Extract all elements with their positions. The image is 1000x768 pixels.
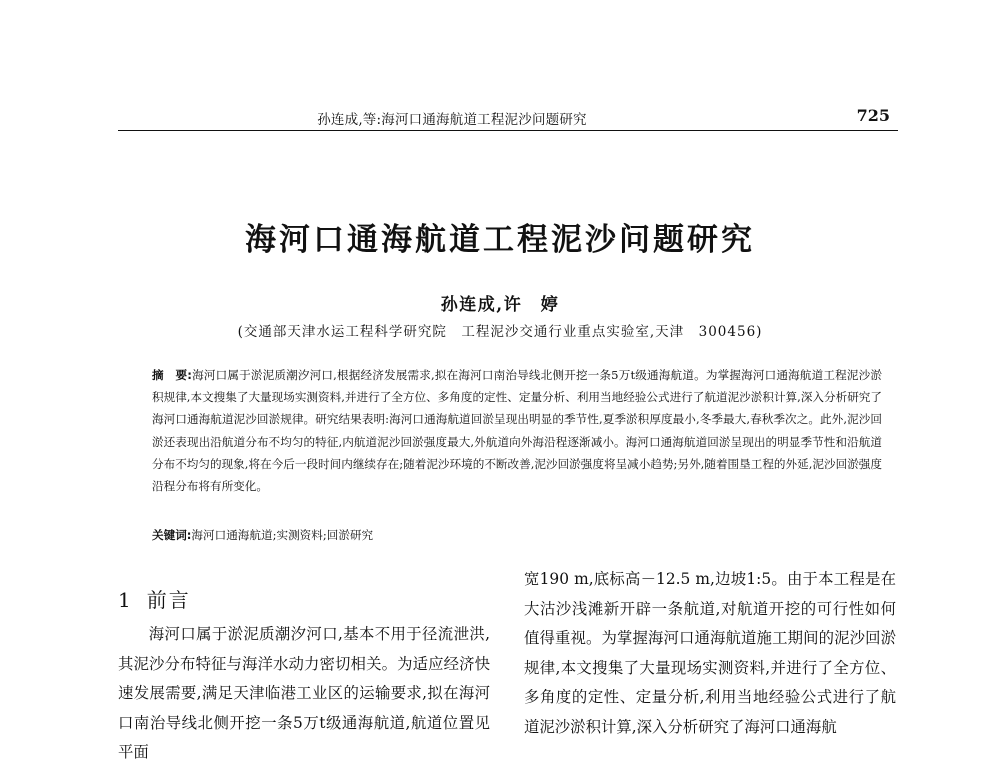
authors: 孙连成,许 婷 [440, 295, 560, 315]
keywords-label: 关键词: [152, 528, 192, 542]
running-head: 孙连成,等:海河口通海航道工程泥沙问题研究 [317, 112, 587, 128]
abstract-text: 海河口属于淤泥质潮汐河口,根据经济发展需求,拟在海河口南治导线北侧开挖一条5万t级通海航道。为掌握海河口通海航道工程泥沙淤积规律,本文搜集了大量现场实测资料,并进行了全方位、多角度的定性、定量分析、利用当地经验公式进行了航道泥沙淤积计算,深入分析研究了海河口通海航道泥沙回淤规律。研究结果表明:海河口通海航道回淤呈现出明显的季节性,夏季淤积厚度最小,冬季最大,春秋季次之。此外,泥沙回淤还表现出沿航道分布不均匀的特征,内航道泥沙回淤强度最大,外航道向外海沿程逐渐减小。海河口通海航道回淤呈现出的明显季节性和沿航道分布不均匀的现象,将在今后一段时间内继续存在;随着泥沙环境的不断改善,泥沙回淤强度将呈减小趋势;另外,随着围垦工程的外延,泥沙回淤强度沿程分布将有所变化。 [152, 368, 882, 494]
affiliation: (交通部天津水运工程科学研究院 工程泥沙交通行业重点实验室,天津 300456) [237, 324, 763, 340]
paper-title: 海河口通海航道工程泥沙问题研究 [245, 222, 755, 258]
keywords [152, 524, 882, 546]
abstract [152, 364, 882, 497]
body-right-column: 宽190 m,底标高－12.5 m,边坡1:5。由于本工程是在大沽沙浅滩新开辟一条航道,对航道开挖的可行性如何值得重视。为掌握海河口通海航道施工期间的泥沙回淤规律,本文搜集了大量现场实测资料,并进行了全方位、多角度的定性、定量分析,利用当地经验公式进行了航道泥沙淤积计算,深入分析研究了海河口通海航 [524, 570, 896, 736]
section-heading [118, 584, 191, 613]
keywords-text: 海河口通海航道;实测资料;回淤研究 [191, 528, 374, 542]
body-left-column: 海河口属于淤泥质潮汐河口,基本不用于径流泄洪,其泥沙分布特征与海洋水动力密切相关。为适应经济快速发展需要,满足天津临港工业区的运输要求,拟在海河口南治导线北侧开挖一条5万t级通海航道,航道位置见平面 [118, 625, 490, 761]
header-rule [118, 130, 898, 131]
section-number: 1 [118, 588, 133, 612]
page-number: 725 [856, 106, 890, 125]
abstract-label: 摘 要: [152, 368, 192, 382]
section-title: 前言 [146, 588, 191, 612]
